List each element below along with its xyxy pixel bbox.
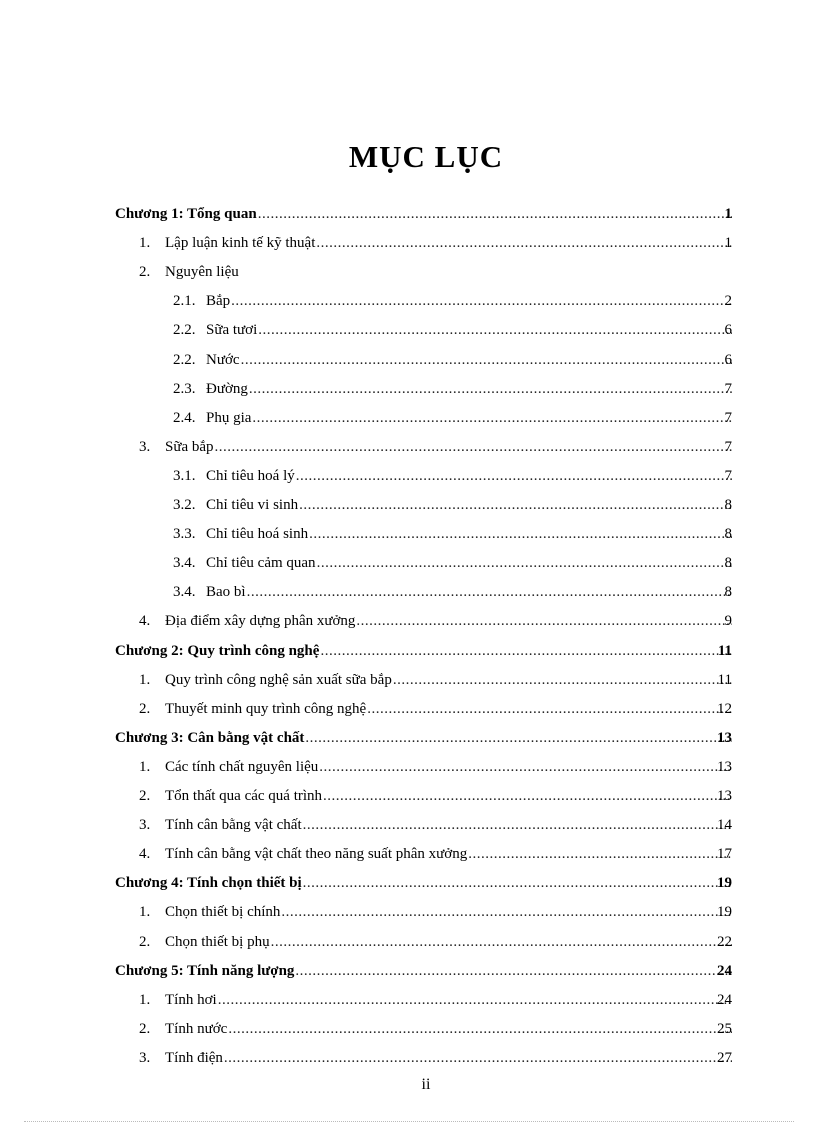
toc-entry-label [173, 292, 231, 310]
toc-leader-dots [319, 758, 732, 776]
toc-entry-page: 8 [724, 555, 732, 572]
toc-entry-text: Quy trình công nghệ sản xuất sữa bắp [165, 671, 392, 688]
toc-entry-page: 24 [717, 991, 732, 1008]
toc-leader-dots [252, 409, 732, 427]
toc-chapter-entry [115, 194, 732, 223]
toc-entry-text: Chương 2: Quy trình công nghệ [115, 642, 320, 659]
toc-entry [139, 805, 732, 834]
toc-entry-text: Chương 4: Tính chọn thiết bị [115, 875, 302, 892]
toc-entry-page: 1 [724, 206, 732, 222]
toc-entry-label [173, 467, 296, 485]
toc-leader-dots [295, 962, 732, 980]
toc-leader-dots [299, 496, 732, 514]
toc-leader-dots [356, 612, 732, 630]
toc-entry-page: 6 [724, 351, 732, 368]
toc-entry-label [173, 351, 241, 369]
toc-leader-dots [309, 525, 732, 543]
toc-entry-number: 2. [139, 1020, 151, 1037]
toc-leader-dots [258, 205, 732, 223]
toc-entry-page: 7 [724, 380, 732, 397]
toc-entry [173, 281, 732, 310]
toc-entry-text: Bao bì [206, 584, 246, 601]
toc-entry [139, 834, 732, 863]
toc-entry-text: Nguyên liệu [165, 264, 239, 281]
toc-entry [173, 398, 732, 427]
toc-entry-number: 2. [139, 933, 151, 950]
toc-entry-text: Chỉ tiêu cảm quan [206, 555, 316, 572]
toc-entry [173, 340, 732, 369]
toc-entry-label [115, 874, 303, 892]
toc-entry-label [139, 438, 215, 456]
toc-entry-label [139, 816, 303, 834]
toc-entry [139, 427, 732, 456]
toc-leader-dots [316, 234, 732, 252]
toc-entry [139, 776, 732, 805]
toc-leader-dots [296, 467, 732, 485]
toc-entry-number: 2.2. [173, 351, 196, 368]
toc-leader-dots [258, 321, 732, 339]
toc-chapter-entry [115, 631, 732, 660]
toc-leader-dots [231, 292, 732, 310]
toc-leader-dots [323, 787, 732, 805]
toc-entry-page: 19 [717, 875, 732, 892]
toc-entry-number: 3.4. [173, 584, 196, 601]
toc-entry-label [139, 1020, 228, 1038]
toc-entry-text: Tính cân bằng vật chất [165, 817, 302, 834]
toc-entry-label [173, 583, 247, 601]
toc-leader-dots [228, 1020, 732, 1038]
toc-entry-number: 2.3. [173, 380, 196, 397]
toc-entry-number: 3.4. [173, 555, 196, 572]
toc-entry [139, 601, 732, 630]
toc-entry-page: 8 [724, 526, 732, 543]
toc-entry-text: Chọn thiết bị chính [165, 904, 281, 921]
toc-entry-text: Tính hơi [165, 991, 217, 1008]
toc-entry-text: Tổn thất qua các quá trình [165, 788, 323, 804]
toc-entry-label [139, 1049, 224, 1067]
toc-entry-page: 9 [724, 613, 732, 630]
page-number: ii [421, 1076, 431, 1093]
toc-leader-dots [271, 933, 732, 951]
toc-entry-text: Địa điểm xây dựng phân xưởng [165, 613, 356, 630]
page-title: MỤC LỤC [348, 138, 504, 174]
toc-entry-number: 1. [139, 671, 151, 688]
toc-entry [139, 1009, 732, 1038]
toc-entry-text: Đường [206, 380, 248, 397]
toc-entry-label [139, 758, 319, 776]
toc-entry-label [115, 962, 295, 980]
toc-entry [139, 252, 732, 281]
toc-entry-text: Chỉ tiêu hoá lý [206, 467, 295, 484]
toc-entry-page: 19 [717, 904, 732, 921]
toc-chapter-entry [115, 951, 732, 980]
toc-entry-label [173, 409, 252, 427]
toc-entry-label [139, 263, 240, 281]
toc-entry [139, 980, 732, 1009]
toc-entry-number: 2. [139, 700, 151, 717]
toc-entry-page: 7 [724, 438, 732, 455]
toc-leader-dots [247, 583, 732, 601]
toc-chapter-entry [115, 718, 732, 747]
toc-entry-number: 2.2. [173, 322, 196, 339]
toc-entry-text: Sữa tươi [206, 322, 258, 339]
toc-entry-number: 1. [139, 904, 151, 921]
toc-entry-label [139, 234, 316, 252]
toc-entry-page: 13 [717, 758, 732, 775]
toc-entry-page: 2 [724, 293, 732, 310]
toc-entry [139, 892, 732, 921]
toc-entry [139, 747, 732, 776]
toc-entry-label [139, 671, 393, 689]
toc-entry-label [139, 845, 468, 863]
toc-entry-page: 17 [717, 846, 732, 863]
toc-entry-text: Chương 3: Cân bằng vật chất [115, 729, 305, 746]
toc-entry-number: 1. [139, 235, 151, 252]
toc-entry-page: 13 [717, 788, 732, 804]
toc-entry-label [139, 991, 218, 1009]
toc-leader-dots [281, 903, 732, 921]
toc-entry-page: 7 [724, 409, 732, 426]
toc-entry-label [139, 787, 323, 805]
toc-leader-dots [305, 729, 732, 747]
toc-entry-number: 3. [139, 438, 151, 455]
toc-entry [139, 689, 732, 718]
toc-entry-number: 2. [139, 788, 151, 804]
footer-dotted-rule [24, 1121, 794, 1122]
toc-entry-number: 1. [139, 991, 151, 1008]
toc-leader-dots [241, 351, 732, 369]
toc-entry-text: Bắp [206, 293, 231, 310]
toc-entry-page: 7 [724, 467, 732, 484]
toc-leader-dots [224, 1049, 732, 1067]
toc-entry-page: 8 [724, 497, 732, 513]
toc-entry [139, 223, 732, 252]
toc-entry-page: 11 [717, 671, 732, 688]
toc-entry-text: Các tính chất nguyên liệu [165, 758, 319, 775]
toc-leader-dots [367, 700, 732, 718]
toc-leader-dots [249, 380, 732, 398]
toc-entry-label [139, 933, 271, 951]
toc-entry-text: Sữa bắp [165, 438, 214, 455]
toc-entry [173, 572, 732, 601]
toc-chapter-entry [115, 863, 732, 892]
toc-entry [139, 922, 732, 951]
toc-entry-label [139, 903, 281, 921]
toc-entry [173, 456, 732, 485]
toc-entry-text: Chỉ tiêu hoá sinh [206, 526, 309, 543]
toc-entry-label [173, 380, 249, 398]
toc-entry-page: 1 [724, 235, 732, 252]
toc-leader-dots [303, 874, 732, 892]
toc-entry-label [139, 700, 367, 718]
toc-leader-dots [303, 816, 732, 834]
toc-entry-text: Tính cân bằng vật chất theo năng suất phân xưởng [165, 846, 468, 863]
toc-entry-label [173, 321, 258, 339]
toc-leader-dots [218, 991, 732, 1009]
toc-entry-text: Phụ gia [206, 409, 252, 426]
toc-entry-number: 3.3. [173, 526, 196, 543]
toc-entry [173, 369, 732, 398]
toc-entry-page: 12 [717, 700, 732, 717]
toc-entry-label [115, 205, 258, 223]
toc-entry-text: Chỉ tiêu vi sinh [206, 497, 299, 513]
toc-entry [173, 543, 732, 572]
toc-entry-number: 4. [139, 846, 151, 863]
toc-entry-page: 25 [717, 1020, 732, 1037]
toc-entry-page: 24 [717, 962, 732, 979]
toc-entry-page: 8 [724, 584, 732, 601]
toc-entry-page: 13 [717, 729, 732, 746]
toc-entry [139, 660, 732, 689]
toc-entry-number: 2. [139, 264, 151, 281]
toc-leader-dots [317, 554, 732, 572]
toc-leader-dots [320, 642, 732, 660]
toc-entry-text: Nước [206, 351, 240, 368]
toc-entry-page: 27 [717, 1049, 732, 1066]
toc-entry [139, 1038, 732, 1067]
toc-entry-page: 22 [717, 933, 732, 950]
toc-entry-text: Lập luận kinh tế kỹ thuật [165, 235, 316, 252]
toc-entry-label [115, 642, 320, 660]
toc-entry-text: Chọn thiết bị phụ [165, 933, 270, 950]
toc-entry-text: Tính điện [165, 1049, 223, 1066]
toc-entry-page: 14 [717, 817, 732, 834]
toc-entry-text: Chương 1: Tổng quan [115, 206, 257, 222]
toc-entry-number: 3.2. [173, 497, 196, 513]
toc-entry-label [173, 525, 309, 543]
toc-entry-number: 3. [139, 817, 151, 834]
toc-entry-number: 2.1. [173, 293, 196, 310]
toc-entry-label [139, 612, 356, 630]
toc-entry [173, 514, 732, 543]
toc-entry-text: Tính nước [165, 1020, 228, 1037]
toc-leader-dots [215, 438, 732, 456]
toc-entry-page: 11 [717, 642, 732, 659]
toc-entry-text: Chương 5: Tính năng lượng [115, 962, 295, 979]
toc-entry-label [115, 729, 305, 747]
toc-entry-number: 2.4. [173, 409, 196, 426]
toc-entry-page: 6 [724, 322, 732, 339]
toc-entry-text: Thuyết minh quy trình công nghệ [165, 700, 367, 717]
toc-entry-label [173, 554, 317, 572]
toc-entry [173, 310, 732, 339]
toc-entry [173, 485, 732, 514]
toc-entry-number: 3. [139, 1049, 151, 1066]
toc-entry-label [173, 496, 299, 514]
toc-entry-number: 3.1. [173, 467, 196, 484]
toc-entry-number: 1. [139, 758, 151, 775]
toc-leader-dots [393, 671, 732, 689]
toc-entry-number: 4. [139, 613, 151, 630]
